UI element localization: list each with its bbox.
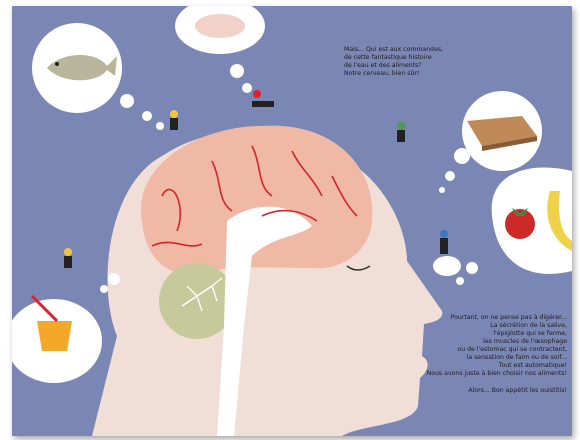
cerebellum — [159, 263, 235, 339]
body-text — [392, 314, 567, 395]
intro-line: Mais... Qui est aux commandes, — [344, 46, 444, 53]
thought-bubble-top-content — [195, 14, 245, 38]
intro-line: Notre cerveau, bien sûr! — [344, 70, 420, 77]
book-page — [12, 6, 572, 436]
body-line: La sécrétion de la salive, — [490, 322, 567, 329]
body-line: Pourtant, on ne pense pas à digérer... — [450, 314, 567, 321]
closing-line: Alors... Bon appétit les ouistitis! — [468, 387, 567, 394]
intro-text — [344, 46, 494, 78]
intro-line: de l'eau et des aliments? — [344, 62, 422, 69]
brain — [141, 126, 372, 275]
body-line: Nous avons juste à bien choisir nos aliments! — [426, 370, 567, 377]
body-line: ou de l'estomac qui se contractent, — [457, 346, 567, 353]
body-line: l'épiglotte qui se ferme, — [493, 330, 567, 337]
body-line: la sensation de faim ou de soif... — [466, 354, 567, 361]
body-line: les muscles de l'œsophage — [483, 338, 567, 345]
intro-line: de cette fantastique histoire — [344, 54, 432, 61]
body-line: Tout est automatique! — [498, 362, 567, 369]
